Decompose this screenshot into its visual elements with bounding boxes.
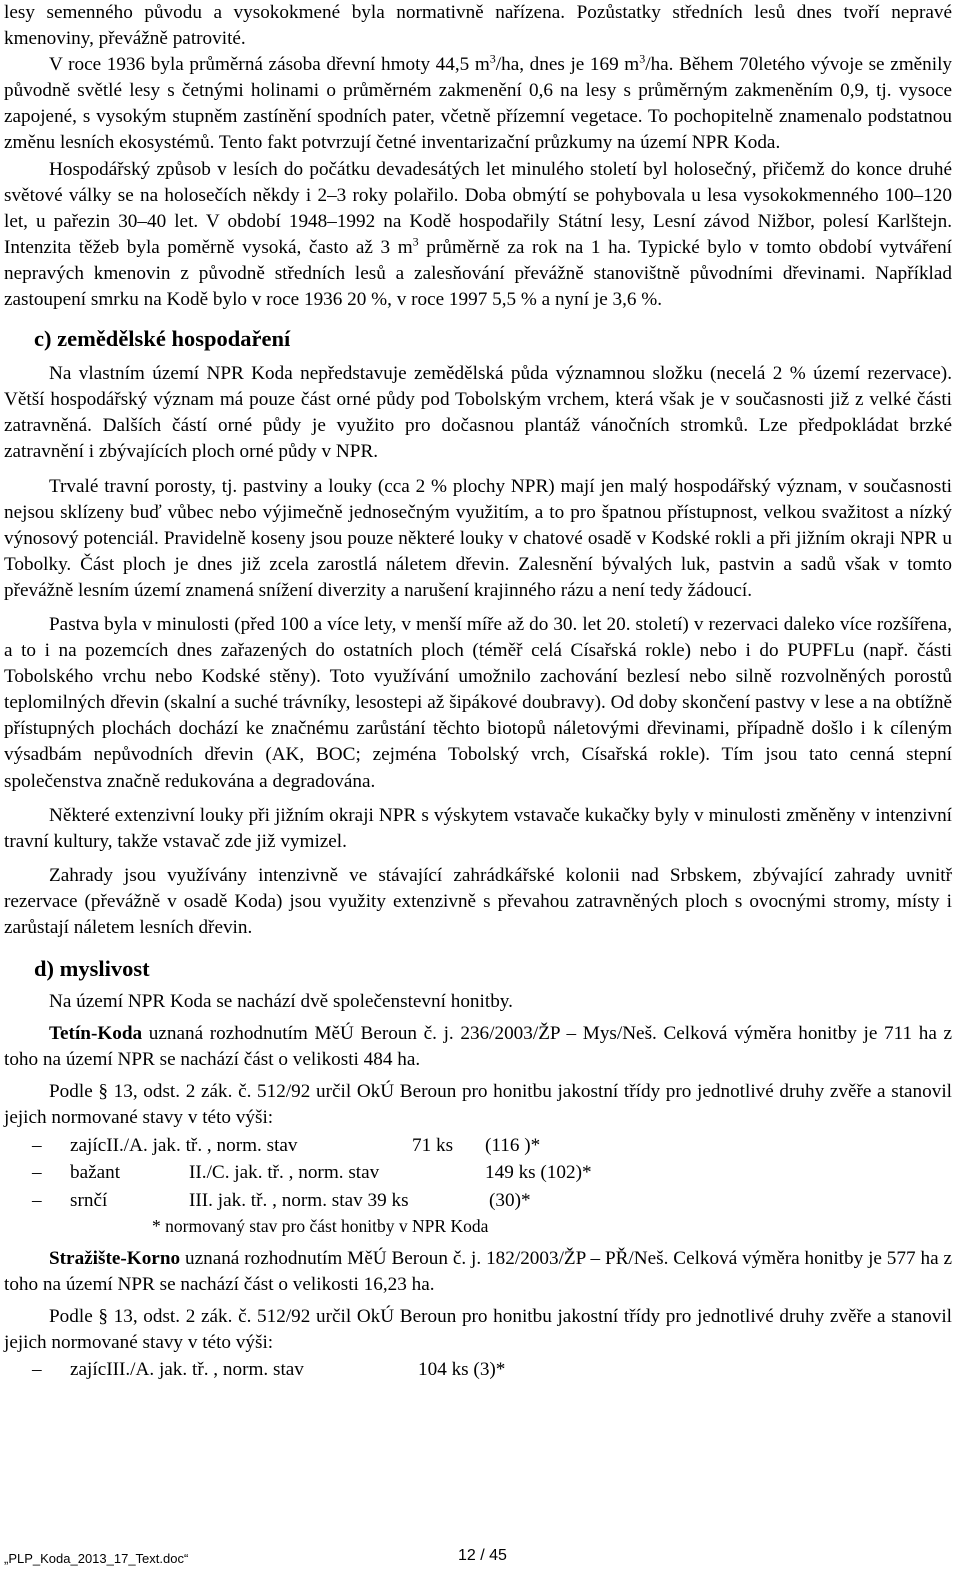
list-item-norm: (116 )* [485,1134,541,1156]
dash-bullet: – [32,1162,42,1184]
game-list-tetin [4,1132,952,1215]
text-run: /ha. Během 70letého vývoje se změnily původně světlé lesy s četnými holinami o průměrném zakmenění 0,6 na lesy s průměrným zakmeněním 0,9, tj. vysoce zapojené, s vysokým stupněm zastínění spodních pater, včetně přízemní vegetace. To pochopitelně znamenalo podstatnou změnu lesních ekosystémů. Tento fakt potvrzují četné inventarizační průzkumy na území NPR Koda. [4,54,952,154]
text-run: uznaná rozhodnutím MěÚ Beroun č. j. 182/2003/ŽP – PŘ/Neš. Celková výměra honitby je 577 ha z toho na území NPR se nachází část o velikosti 16,23 ha. [4,1248,952,1296]
paragraph-wood-stock [4,52,952,156]
footer-page-number: 12 / 45 [458,1547,507,1564]
page-footer [4,1547,952,1569]
hunting-ground-name: Tetín-Koda [49,1023,143,1045]
paragraph-hunting-intro: Na území NPR Koda se nachází dvě společenstevní honitby. [49,991,513,1013]
text-run: Hospodářský způsob v lesích do počátku devadesátých let minulého století byl holosečný, přičemž do konce druhé světové války se na holosečích někdy i 2–3 roky polařilo. Doba obmýtí se pohybovala u lesa vysokokmenného 100–120 let, u pařezin 30–40 let. V období 1948–1992 na Kodě hospodařily Státní lesy, Lesní závod Nižbor, polesí Karlštejn. Intenzita těžeb byla poměrně vysoká, často až 3 m [4,158,952,258]
paragraph-forest-structure: lesy semenného původu a vysokokmené byla normativně nařízena. Pozůstatky středních lesů dnes tvoří nepravé kmenoviny, převážně patrovité. [4,2,952,50]
list-item-count: 149 ks (102)* [485,1162,592,1184]
paragraph-grassland: Trvalé travní porosty, tj. pastviny a louky (cca 2 % plochy NPR) mají jen malý hospodářský význam, v současnosti nejsou sklízeny buď vůbec nebo výjimečně jednosečným využitím, a to pro špatnou přístupnost, velkou svažitost a nízký výnosový potenciál. Pravidelně koseny jsou pouze některé louky v chatové osadě v Kodské rokli a při jižním okraji NPR u Tobolky. Část ploch je dnes již zcela zarostlá náletem dřevin. Zalesnění bývalých luk, pastvin a sadů však v tomto převážně lesním území znamená snížení diverzity a narušení krajinného rázu a není tedy žádoucí. [4,475,952,601]
superscript: 3 [489,51,496,66]
paragraph-hunting-tetin-law: Podle § 13, odst. 2 zák. č. 512/92 určil OkÚ Beroun pro honitbu jakostní třídy pro jednotlivé druhy zvěře a stanovil jejich normované stavy v této výši: [4,1081,952,1129]
list-item-label: srnčí [70,1189,108,1211]
superscript: 3 [412,234,419,249]
list-item-class: II./C. jak. tř. , norm. stav [189,1162,380,1184]
paragraph-meadows: Některé extenzivní louky při jižním okraji NPR s výskytem vstavače kukačky byly v minulosti změněny v intenzivní travní kultury, takže vstavač zde již vymizel. [4,804,952,852]
game-list-strazistě [4,1356,952,1384]
list-item-label: bažant [70,1162,121,1184]
list-item-count: 71 ks [412,1134,454,1156]
document-page [4,0,952,1384]
paragraph-management-method [4,157,952,314]
paragraph-grazing: Pastva byla v minulosti (před 100 a více lety, v menší míře až do 30. let 20. století) v rezervaci daleko více rozšířena, a to i na pozemcích dnes zařazených do ostatních ploch (téměř celá Císařská rokle) nebo i do PUPFLu (např. části Tobolského vrchu nebo Kodské stěny). Toto využívání umožnilo zachování bezlesí nebo silně rozvolněných porostů teplomilných dřevin (skalní a suché trávníky, lesostepi až šipákové doubravy). Od doby skončení pastvy v lese a na obtížně přístupných plochách dochází ke značnému zarůstání těchto biotopů náletovými dřevinami, případně došlo i k cíleným výsadbám nepůvodních dřevin (AK, BOC; zejména Tobolský vrch, Císařská rokle). Tím jsou tato cenná stepní společenstva značně redukována a degradována. [4,613,952,792]
list-item-norm: (30)* [489,1189,531,1211]
list-item-class: III. jak. tř. , norm. stav 39 ks [189,1189,409,1211]
paragraph-hunting-tetin [4,1021,952,1073]
paragraph-hunting-strazistě [4,1246,952,1298]
list-item [4,1159,952,1187]
superscript: 3 [639,51,646,66]
heading-agriculture: c) zemědělské hospodaření [34,326,291,352]
footer-filename: „PLP_Koda_2013_17_Text.doc“ [4,1551,189,1566]
paragraph-hunting-strazistě-law: Podle § 13, odst. 2 zák. č. 512/92 určil OkÚ Beroun pro honitbu jakostní třídy pro jednotlivé druhy zvěře a stanovil jejich normované stavy v této výši: [4,1306,952,1354]
list-item-count: 104 ks (3)* [418,1359,506,1381]
list-item [4,1132,952,1160]
dash-bullet: – [32,1134,42,1156]
text-run: průměrně za rok na 1 ha. Typické bylo v tomto období vytváření nepravých kmenovin z původně středních lesů a zalesňování převážně stanovištně původními dřevinami. Například zastoupení smrku na Kodě bylo v roce 1936 20 %, v roce 1997 5,5 % a nyní je 3,6 %. [4,236,952,311]
hunting-ground-name: Stražište-Korno [49,1248,181,1270]
list-item-label: zajícIII./A. jak. tř. , norm. stav [70,1359,304,1381]
paragraph-gardens: Zahrady jsou využívány intenzivně ve stávající zahrádkářské kolonii nad Srbskem, zbývající zahrady uvnitř rezervace (převážně v osadě Koda) jsou využity extenzivně s převahou zatravněných ploch s ovocnými stromy, místy i zarůstají náletem lesních dřevin. [4,864,952,938]
list-item [4,1187,952,1215]
paragraph-agri-land: Na vlastním území NPR Koda nepředstavuje zemědělská půda významnou složku (necelá 2 % území rezervace). Větší hospodářský význam má pouze část orné půdy pod Tobolským vrchem, která však je v současnosti již z velké části zatravněná. Dalších částí orné půdy je využito pro dočasnou plantáž vánočních stromků. Lze předpokládat brzké zatravnění i zbývajících ploch orné půdy v NPR. [4,363,952,463]
text-run: uznaná rozhodnutím MěÚ Beroun č. j. 236/2003/ŽP – Mys/Neš. Celková výměra honitby je 711 ha z toho na území NPR se nachází část o velikosti 484 ha. [4,1023,952,1071]
list-item [4,1356,952,1384]
dash-bullet: – [32,1189,42,1211]
text-run: V roce 1936 byla průměrná zásoba dřevní hmoty 44,5 m [49,54,490,76]
text-run: /ha, dnes je 169 m [495,54,640,76]
dash-bullet: – [32,1359,42,1381]
list-item-label: zajícII./A. jak. tř. , norm. stav [70,1134,298,1156]
footnote-normed-state: * normovaný stav pro část honitby v NPR Koda [152,1216,489,1237]
heading-hunting: d) myslivost [34,956,150,982]
